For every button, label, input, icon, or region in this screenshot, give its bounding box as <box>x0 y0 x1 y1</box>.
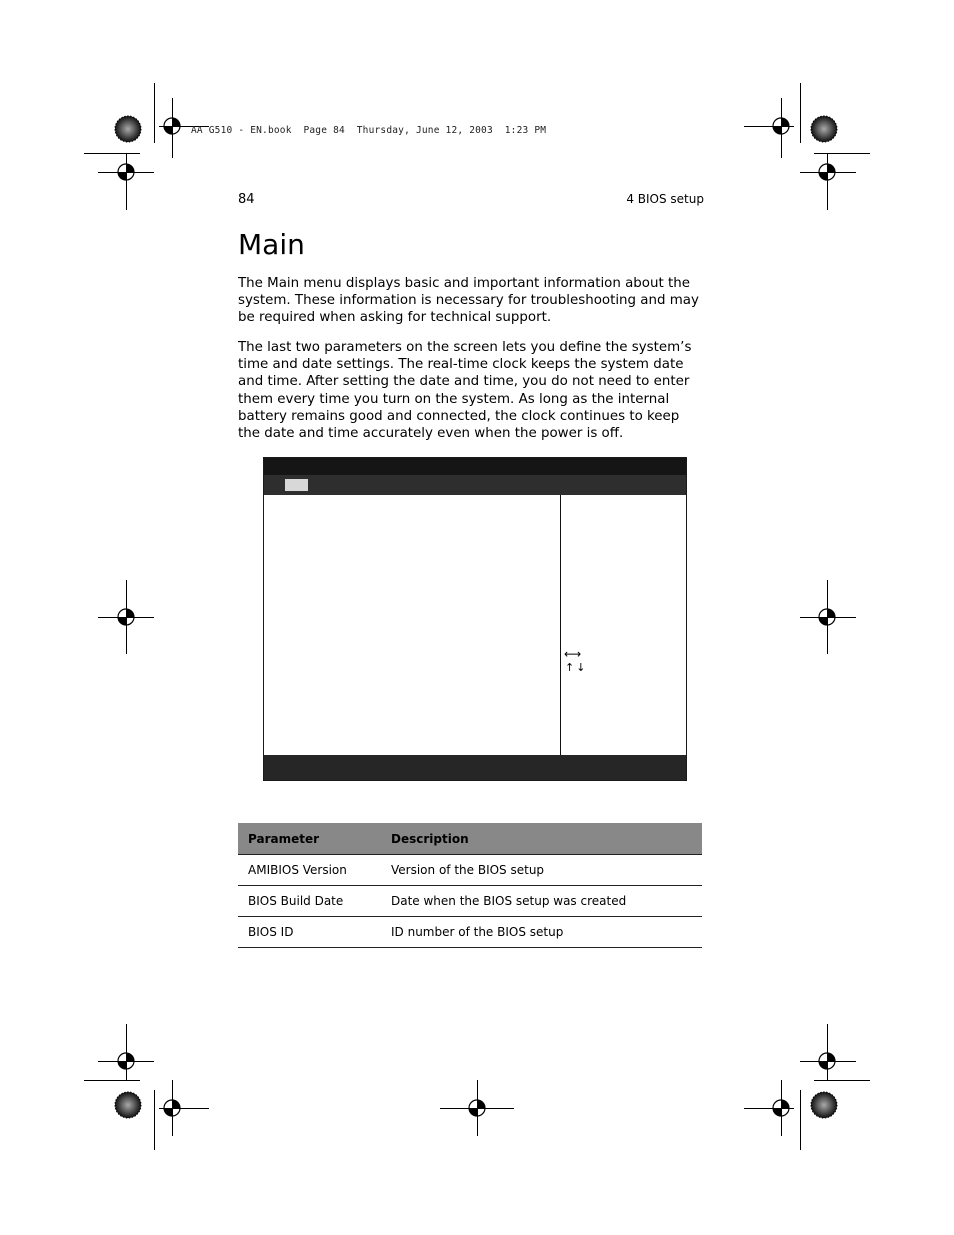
description-cell: Version of the BIOS setup <box>381 855 702 886</box>
parameter-cell: AMIBIOS Version <box>238 855 381 886</box>
intro-paragraph: The Main menu displays basic and important information about the system. These information is necessary for troubleshooting and may be required when asking for technical support. <box>238 276 699 326</box>
table-row <box>238 855 702 886</box>
table-row <box>238 917 702 948</box>
table-row <box>238 886 702 917</box>
bios-screen-figure <box>263 457 687 781</box>
bios-title-bar <box>264 458 686 475</box>
left-right-arrow-icon: ⟷ <box>564 647 582 661</box>
description-cell: Date when the BIOS setup was created <box>381 886 702 917</box>
bios-help-panel <box>561 495 686 755</box>
column-header-parameter: Parameter <box>238 823 381 855</box>
section-header: 4 BIOS setup <box>626 192 704 206</box>
time-date-paragraph: The last two parameters on the screen lets you define the system’s time and date settings. The real-time clock keeps the system date and time. After setting the date and time, you do not need to enter them every time you turn on the system. As long as the internal battery remains good and connected, the clock continues to keep the date and time accurately even when the power is off. <box>238 340 692 442</box>
column-header-description: Description <box>381 823 702 855</box>
up-down-arrow-icon: ↑↓ <box>565 661 588 674</box>
bios-status-bar <box>264 755 686 780</box>
parameter-cell: BIOS Build Date <box>238 886 381 917</box>
print-slug: AA G510 - EN.book Page 84 Thursday, June 12, 2003 1:23 PM <box>191 125 547 136</box>
parameter-cell: BIOS ID <box>238 917 381 948</box>
parameter-table <box>238 823 702 948</box>
table-header-row <box>238 823 702 855</box>
description-cell: ID number of the BIOS setup <box>381 917 702 948</box>
bios-main-tab <box>285 479 308 491</box>
bios-settings-panel <box>264 495 560 755</box>
page-title: Main <box>238 228 305 261</box>
bios-menu-bar <box>264 475 686 495</box>
page-number: 84 <box>238 192 255 207</box>
